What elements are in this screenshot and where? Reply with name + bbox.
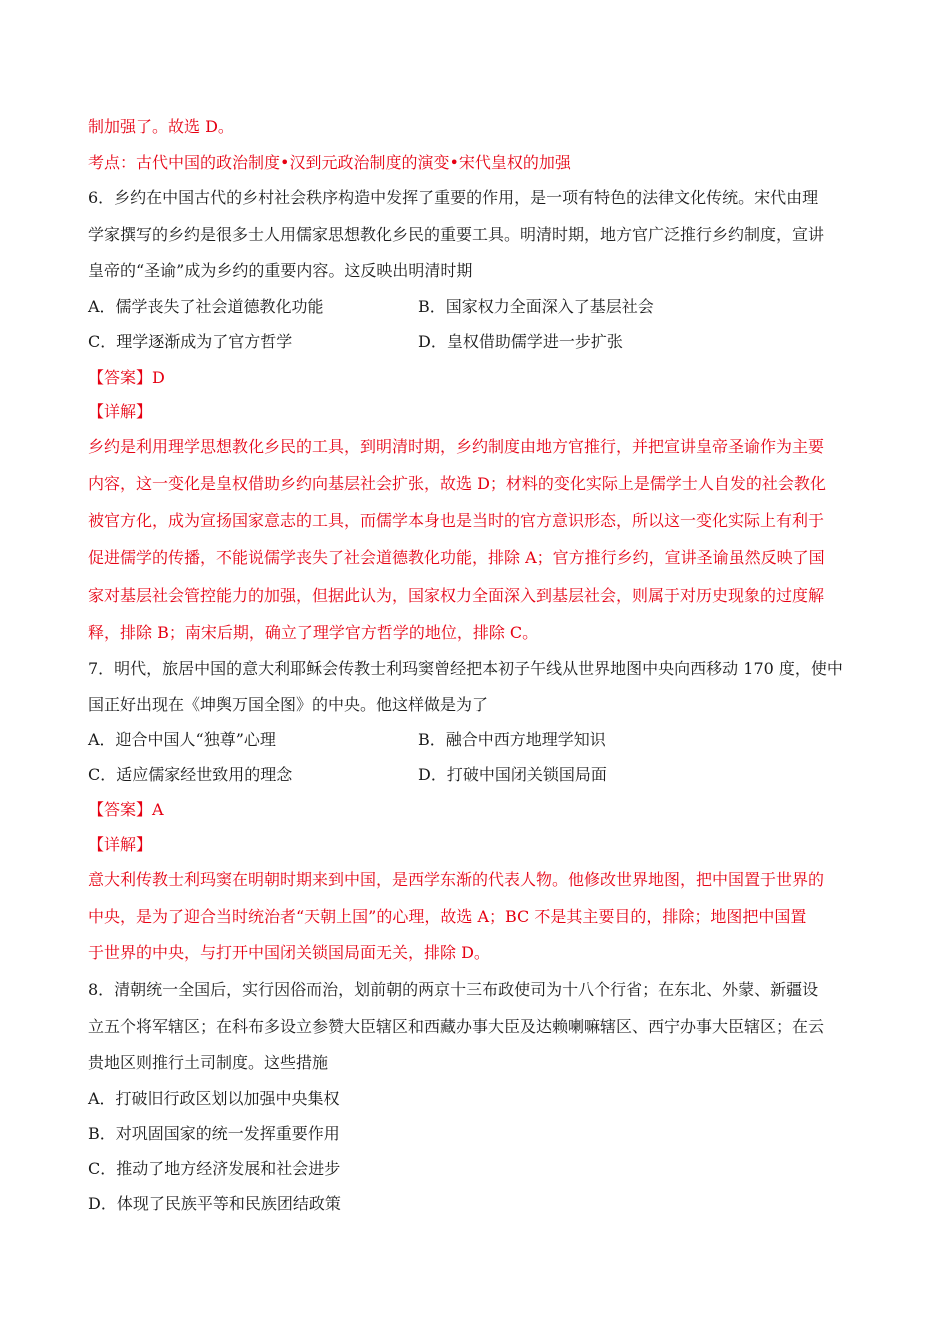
q6-stem-line: 6．乡约在中国古代的乡村社会秩序构造中发挥了重要的作用，是一项有特色的法律文化传统。宋代由理 — [88, 188, 819, 207]
q7-stem-line: 国正好出现在《坤舆万国全图》的中央。他这样做是为了 — [88, 695, 489, 714]
q8-option-b: B．对巩固国家的统一发挥重要作用 — [88, 1124, 340, 1143]
q7-detail-line: 中央，是为了迎合当时统治者“天朝上国”的心理，故选 A；BC 不是其主要目的，排除；地图把中国置 — [88, 907, 807, 926]
q6-option-c: C．理学逐渐成为了官方哲学 — [88, 332, 293, 351]
q8-stem-line: 立五个将军辖区；在科布多设立参赞大臣辖区和西藏办事大臣及达赖喇嘛辖区、西宁办事大臣辖区；在云 — [88, 1017, 825, 1036]
q7-option-a: A．迎合中国人“独尊”心理 — [88, 730, 276, 749]
q7-detail-line: 于世界的中央，与打开中国闭关锁国局面无关，排除 D。 — [88, 943, 490, 962]
q8-option-d: D．体现了民族平等和民族团结政策 — [88, 1194, 341, 1213]
q6-detail-line: 家对基层社会管控能力的加强，但据此认为，国家权力全面深入到基层社会，则属于对历史现象的过度解 — [88, 586, 825, 605]
q6-detail-line: 促进儒学的传播，不能说儒学丧失了社会道德教化功能，排除 A；官方推行乡约，宣讲圣谕虽然反映了国 — [88, 548, 825, 567]
q7-option-b: B．融合中西方地理学知识 — [418, 730, 606, 749]
q8-stem-line: 贵地区则推行土司制度。这些措施 — [88, 1053, 329, 1072]
q8-option-c: C．推动了地方经济发展和社会进步 — [88, 1159, 341, 1178]
q7-answer: 【答案】A — [88, 800, 164, 819]
q7-option-c: C．适应儒家经世致用的理念 — [88, 765, 293, 784]
q7-stem-line: 7．明代，旅居中国的意大利耶稣会传教士利玛窦曾经把本初子午线从世界地图中央向西移动 170 度，使中 — [88, 659, 843, 678]
q6-detail-line: 内容，这一变化是皇权借助乡约向基层社会扩张，故选 D；材料的变化实际上是儒学士人自发的社会教化 — [88, 474, 826, 493]
q6-answer: 【答案】D — [88, 368, 165, 387]
q6-detail-line: 乡约是利用理学思想教化乡民的工具，到明清时期，乡约制度由地方官推行，并把宣讲皇帝圣谕作为主要 — [88, 437, 825, 456]
q7-detail-line: 意大利传教士利玛窦在明朝时期来到中国，是西学东渐的代表人物。他修改世界地图，把中国置于世界的 — [88, 870, 825, 889]
q6-option-d: D．皇权借助儒学进一步扩张 — [418, 332, 623, 351]
q7-option-d: D．打破中国闭关锁国局面 — [418, 765, 607, 784]
q6-option-a: A．儒学丧失了社会道德教化功能 — [88, 297, 324, 316]
q6-option-b: B．国家权力全面深入了基层社会 — [418, 297, 654, 316]
q8-option-a: A．打破旧行政区划以加强中央集权 — [88, 1089, 340, 1108]
q6-detail-label: 【详解】 — [88, 402, 153, 421]
q6-stem-line: 学家撰写的乡约是很多士人用儒家思想教化乡民的重要工具。明清时期，地方官广泛推行乡约制度，宣讲 — [88, 225, 825, 244]
q6-detail-line: 释，排除 B；南宋后期，确立了理学官方哲学的地位，排除 C。 — [88, 623, 539, 642]
q7-detail-label: 【详解】 — [88, 835, 153, 854]
q8-stem-line: 8．清朝统一全国后，实行因俗而治，划前朝的两京十三布政使司为十八个行省；在东北、外蒙、新疆设 — [88, 980, 819, 999]
q6-stem-line: 皇帝的“圣谕”成为乡约的重要内容。这反映出明清时期 — [88, 261, 473, 280]
previous-answer-tail: 制加强了。故选 D。 — [88, 117, 234, 136]
kaodian-note: 考点：古代中国的政治制度•汉到元政治制度的演变•宋代皇权的加强 — [88, 153, 571, 172]
q6-detail-line: 被官方化，成为宣扬国家意志的工具，而儒学本身也是当时的官方意识形态，所以这一变化实际上有利于 — [88, 511, 825, 530]
